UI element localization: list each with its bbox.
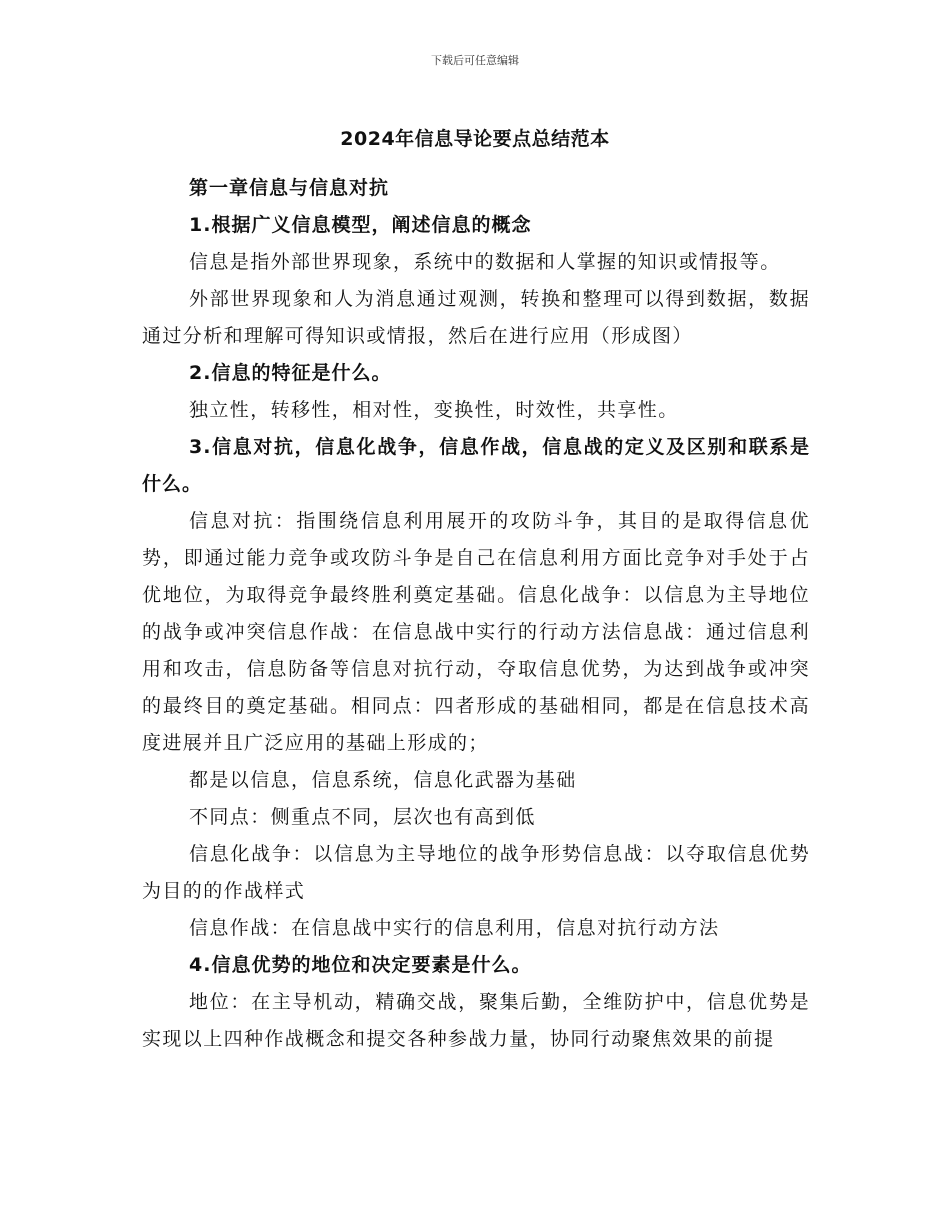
body-paragraph: 信息作战：在信息战中实行的信息利用，信息对抗行动方法 [189,917,720,939]
body-paragraph: 地位：在主导机动，精确交战，聚集后勤，全维防护中，信息优势是实现以上四种作战概念和提交各种参战力量，协同行动聚焦效果的前提 [142,991,810,1050]
body-paragraph: 独立性，转移性，相对性，变换性，时效性，共享性。 [189,399,679,421]
section-heading: 3.信息对抗，信息化战争，信息作战，信息战的定义及区别和联系是什么。 [142,436,810,495]
body-paragraph: 信息对抗：指围绕信息利用展开的攻防斗争，其目的是取得信息优势，即通过能力竞争或攻防斗争是自己在信息利用方面比竞争对手处于占优地位，为取得竞争最终胜利奠定基础。信息化战争：以信息为主导地位的战争或冲突信息作战：在信息战中实行的行动方法信息战：通过信息利用和攻击，信息防备等信息对抗行动，夺取信息优势，为达到战争或冲突的最终目的奠定基础。相同点：四者形成的基础相同，都是在信息技术高度进展并且广泛应用的基础上形成的； [142,510,810,754]
body-paragraph: 都是以信息，信息系统，信息化武器为基础 [189,769,577,791]
body-paragraph: 外部世界现象和人为消息通过观测，转换和整理可以得到数据，数据通过分析和理解可得知识或情报，然后在进行应用（形成图） [142,288,810,347]
document-body [142,170,810,1058]
document-title: 2024年信息导论要点总结范本 [340,128,610,150]
body-paragraph: 信息是指外部世界现象，系统中的数据和人掌握的知识或情报等。 [189,251,781,273]
page-header: 下载后可任意编辑 [431,54,519,67]
section-heading: 4.信息优势的地位和决定要素是什么。 [189,954,532,976]
section-heading: 2.信息的特征是什么。 [189,362,392,384]
section-heading: 1.根据广义信息模型，阐述信息的概念 [189,214,532,236]
section-heading: 第一章信息与信息对抗 [189,177,390,199]
body-paragraph: 信息化战争：以信息为主导地位的战争形势信息战：以夺取信息优势为目的的作战样式 [142,843,810,902]
body-paragraph: 不同点：侧重点不同，层次也有高到低 [189,806,536,828]
